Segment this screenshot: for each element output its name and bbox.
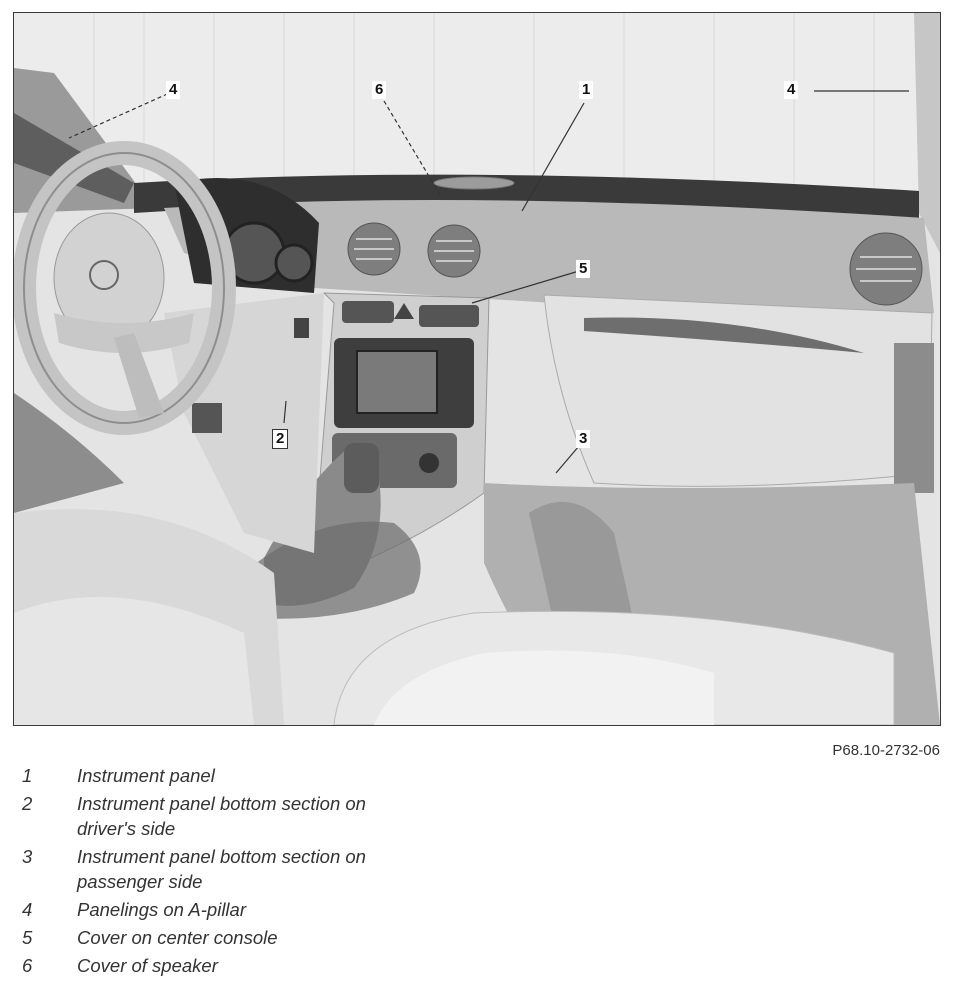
callout-6: 6 [372,81,386,99]
legend-text-line: passenger side [77,871,203,892]
legend-text [77,790,542,843]
legend-item [22,843,542,896]
legend-text-line: Instrument panel bottom section on [77,793,366,814]
car-interior-illustration [14,13,940,725]
legend-number: 4 [22,899,33,920]
callout-3: 3 [576,430,590,448]
figure-reference: P68.10-2732-06 [832,742,940,759]
legend-item [22,924,542,952]
callout-2: 2 [272,429,288,449]
legend-text: Instrument panel [77,765,215,786]
dashboard-photo [13,12,941,726]
callout-4-left: 4 [166,81,180,99]
callout-1: 1 [579,81,593,99]
legend-text [77,843,542,896]
legend-text-line: Instrument panel bottom section on [77,846,366,867]
legend-text: Cover on center console [77,927,278,948]
callout-4-right: 4 [784,81,798,99]
legend-item [22,952,542,980]
legend-item [22,896,542,924]
legend-item [22,790,542,843]
legend-number: 6 [22,955,33,976]
legend-number: 1 [22,765,33,786]
legend-number: 5 [22,927,33,948]
legend-text: Panelings on A-pillar [77,899,246,920]
legend-number: 2 [22,793,33,814]
legend-text-line: driver's side [77,818,176,839]
legend-item [22,762,542,790]
legend-text: Cover of speaker [77,955,218,976]
legend [22,762,542,980]
legend-number: 3 [22,846,33,867]
callout-5: 5 [576,260,590,278]
